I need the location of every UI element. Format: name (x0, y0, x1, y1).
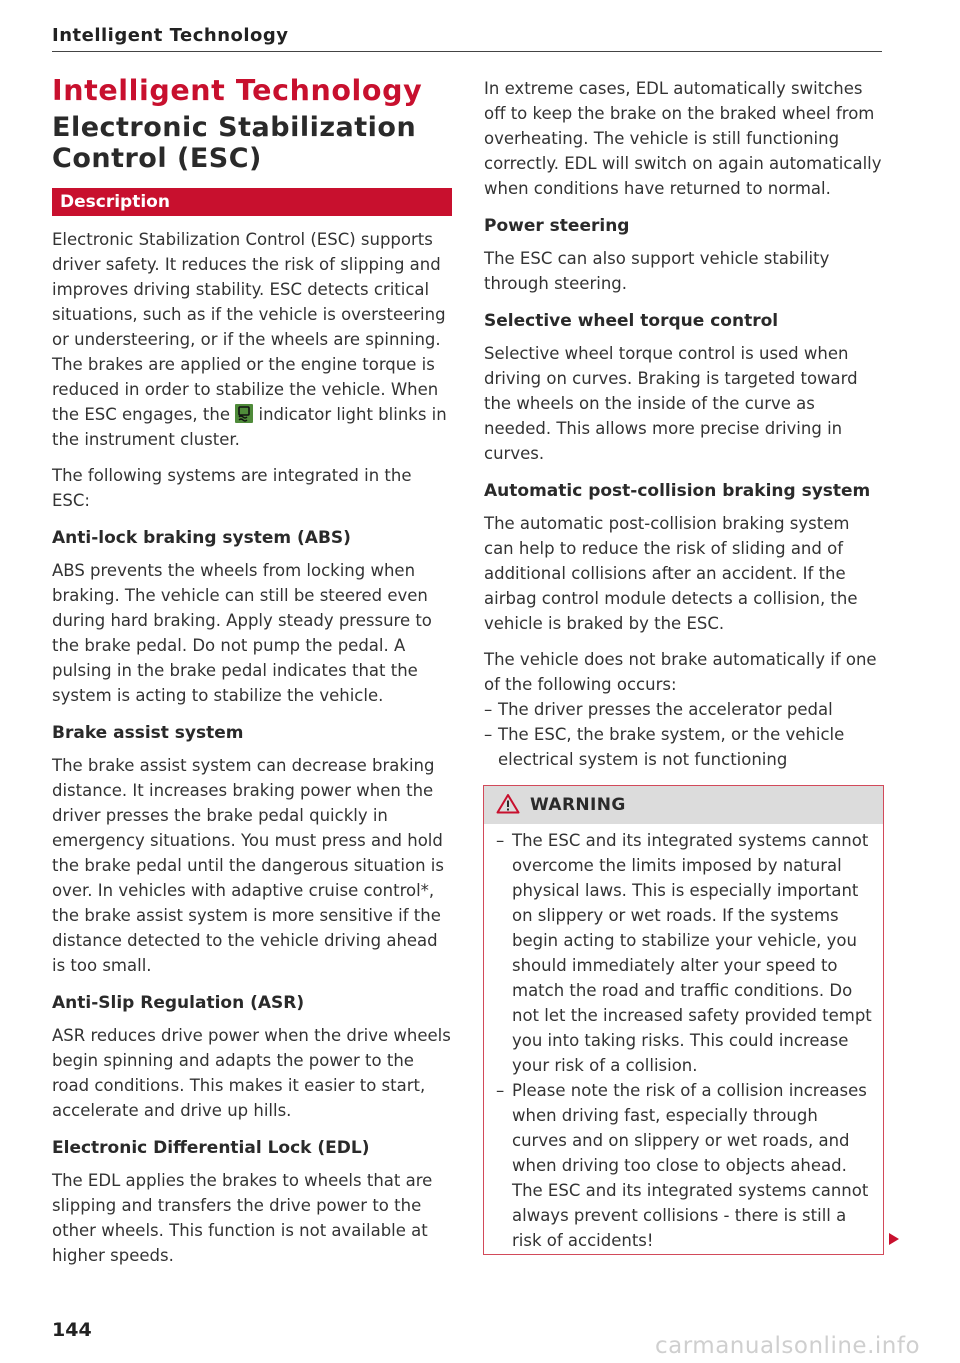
integrated-intro: The following systems are integrated in the ESC: (52, 466, 412, 510)
list-item: – The ESC, the brake system, or the vehicle electrical system is not functioning (484, 722, 884, 772)
esc-indicator-icon (235, 404, 253, 423)
warning-box (483, 785, 884, 1255)
section-title: Electronic Stabilization Control (ESC) (52, 112, 417, 174)
warning-header (484, 786, 883, 824)
brake-assist-heading: Brake assist system (52, 723, 244, 743)
description-bar: Description (52, 188, 452, 216)
watermark: carmanualsonline.info (655, 1333, 921, 1359)
brake-assist-text: The brake assist system can decrease braking distance. It increases braking power when the driver presses the brake pedal quickly in emergency situations. You must press and hold the brake pedal until the dangerous situation is over. In vehicles with adaptive cruise control*, the brake assist system is more sensitive if the distance detected to the vehicle driving ahead is too small. (52, 756, 444, 975)
abs-text: ABS prevents the wheels from locking when braking. The vehicle can still be steered even during hard braking. Apply steady pressure to the brake pedal. Do not pump the pedal. A pulsing in the brake pedal indicates that the system is acting to stabilize the vehicle. (52, 561, 432, 705)
continue-arrow-icon (889, 1233, 899, 1245)
list-item: – The ESC and its integrated systems cannot overcome the limits imposed by natural physical laws. This is especially important on slippery or wet roads. If the systems begin acting to stabilize your vehicle, you should immediately alter your speed to match the road and traffic conditions. Do not let the increased safety provided tempt you into taking risks. This could increase your risk of a collision. (496, 828, 873, 1078)
warning-title: WARNING (530, 795, 626, 815)
left-column (52, 72, 452, 1268)
power-steering-heading: Power steering (484, 216, 630, 236)
asr-text: ASR reduces drive power when the drive wheels begin spinning and adapts the power to the road conditions. This makes it easier to start, accelerate and drive up hills. (52, 1026, 451, 1120)
list-item: – Please note the risk of a collision increases when driving fast, especially through curves and on slippery or wet roads, and when driving too close to objects ahead. The ESC and its integrated systems cannot always prevent collisions - there is still a risk of accidents! (496, 1078, 873, 1253)
asr-heading: Anti-Slip Regulation (ASR) (52, 993, 305, 1013)
torque-control-heading: Selective wheel torque control (484, 311, 779, 331)
edl-heading: Electronic Differential Lock (EDL) (52, 1138, 370, 1158)
post-collision-condition-intro: The vehicle does not brake automatically if one of the following occurs: (484, 650, 877, 694)
intro-text-before: Electronic Stabilization Control (ESC) supports driver safety. It reduces the risk of slipping and improves driving stability. ESC detects critical situations, such as if the vehicle is oversteering or understeering, or if the wheels are spinning. The brakes are applied or the engine torque is reduced in order to stabilize the vehicle. When the ESC engages, the (52, 230, 446, 424)
header-rule (52, 51, 882, 52)
right-column (484, 76, 884, 772)
intro-paragraph (52, 227, 452, 452)
abs-heading: Anti-lock braking system (ABS) (52, 528, 351, 548)
intro-text-after: indicator light blinks in the instrument cluster. (52, 405, 447, 449)
power-steering-text: The ESC can also support vehicle stability through steering. (484, 249, 830, 293)
post-collision-text: The automatic post-collision braking system can help to reduce the risk of sliding and of additional collisions after an accident. If the airbag control module detects a collision, the vehicle is braked by the ESC. (484, 514, 858, 633)
post-collision-heading: Automatic post-collision braking system (484, 481, 871, 501)
torque-control-text: Selective wheel torque control is used when driving on curves. Braking is targeted toward the wheels on the inside of the curve as needed. This allows more precise driving in curves. (484, 344, 858, 463)
warning-triangle-icon (496, 793, 520, 818)
list-item: – The driver presses the accelerator pedal (484, 697, 884, 722)
running-header: Intelligent Technology (52, 25, 289, 46)
page-title: Intelligent Technology (52, 74, 423, 107)
warning-body (484, 824, 883, 1253)
edl-text: The EDL applies the brakes to wheels that are slipping and transfers the drive power to the other wheels. This function is not available at higher speeds. (52, 1171, 433, 1265)
post-collision-conditions (484, 697, 884, 772)
page-number: 144 (52, 1319, 92, 1341)
warning-list (496, 828, 873, 1253)
edl-extreme-text: In extreme cases, EDL automatically switches off to keep the brake on the braked wheel from overheating. The vehicle is still functioning correctly. EDL will switch on again automatically when conditions have returned to normal. (484, 79, 882, 198)
